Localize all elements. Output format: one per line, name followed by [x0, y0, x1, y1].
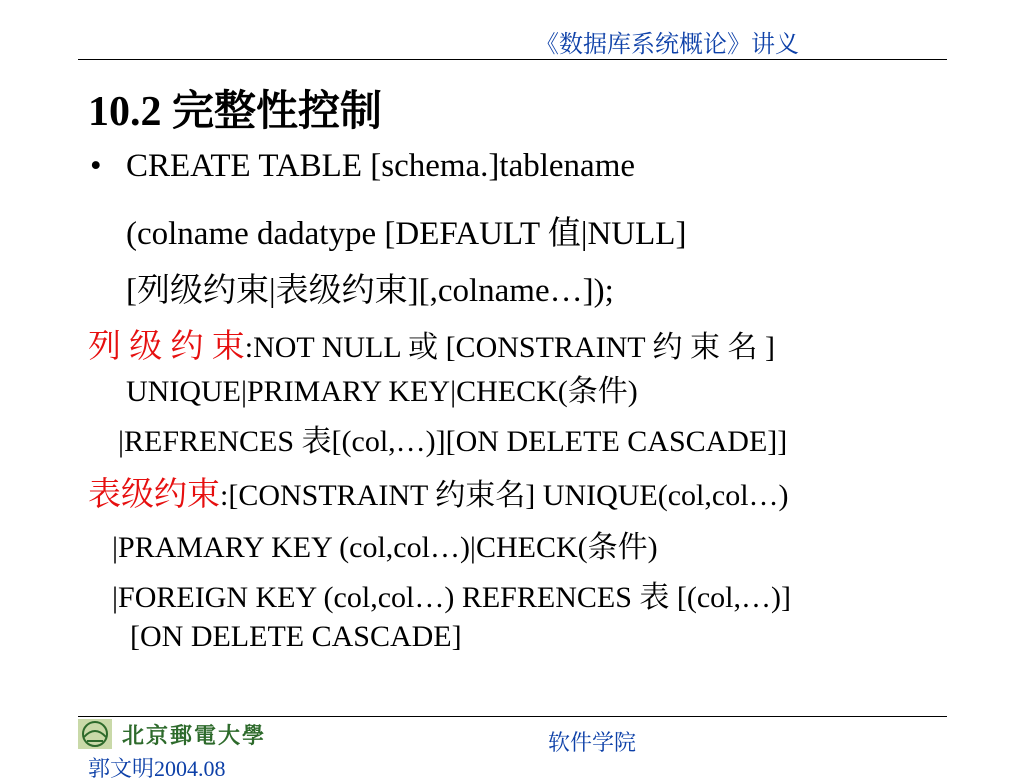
table-constraint-row: [88, 468, 789, 515]
col-constraint-row: [88, 320, 775, 367]
colname-line: (colname dadatype [DEFAULT 值|NULL]: [126, 216, 687, 252]
table-constraint-text: :[CONSTRAINT 约束名] UNIQUE(col,col…): [220, 479, 789, 512]
university-logo: [78, 718, 266, 750]
col-constraint-line3: |REFRENCES 表[(col,…)][ON DELETE CASCADE]]: [118, 425, 788, 458]
university-emblem-icon: [78, 719, 112, 749]
col-constraint-line2: UNIQUE|PRIMARY KEY|CHECK(条件): [126, 375, 638, 408]
footer-author: 郭文明2004.08: [88, 756, 226, 781]
table-constraint-label: 表级约束: [88, 477, 220, 513]
header-divider: [78, 59, 947, 60]
university-name: 北京郵電大學: [122, 722, 267, 749]
col-constraint-text: :NOT NULL 或 [CONSTRAINT 约 束 名 ]: [244, 331, 776, 364]
table-constraint-line3: |FOREIGN KEY (col,col…) REFRENCES 表 [(col,…)]: [112, 581, 791, 614]
table-constraint-line4: [ON DELETE CASCADE]: [130, 620, 462, 653]
footer-divider: [78, 716, 947, 717]
header-title: 《数据库系统概论》讲义: [535, 32, 799, 58]
footer-department: 软件学院: [548, 730, 637, 755]
table-constraint-line2: |PRAMARY KEY (col,col…)|CHECK(条件): [112, 531, 658, 564]
bullet-icon: •: [90, 148, 102, 184]
create-table-line: CREATE TABLE [schema.]tablename: [126, 148, 636, 184]
slide-title: 10.2 完整性控制: [88, 89, 383, 135]
constraint-choice-line: [列级约束|表级约束][,colname…]);: [126, 273, 614, 309]
col-constraint-label: 列 级 约 束: [88, 329, 245, 365]
